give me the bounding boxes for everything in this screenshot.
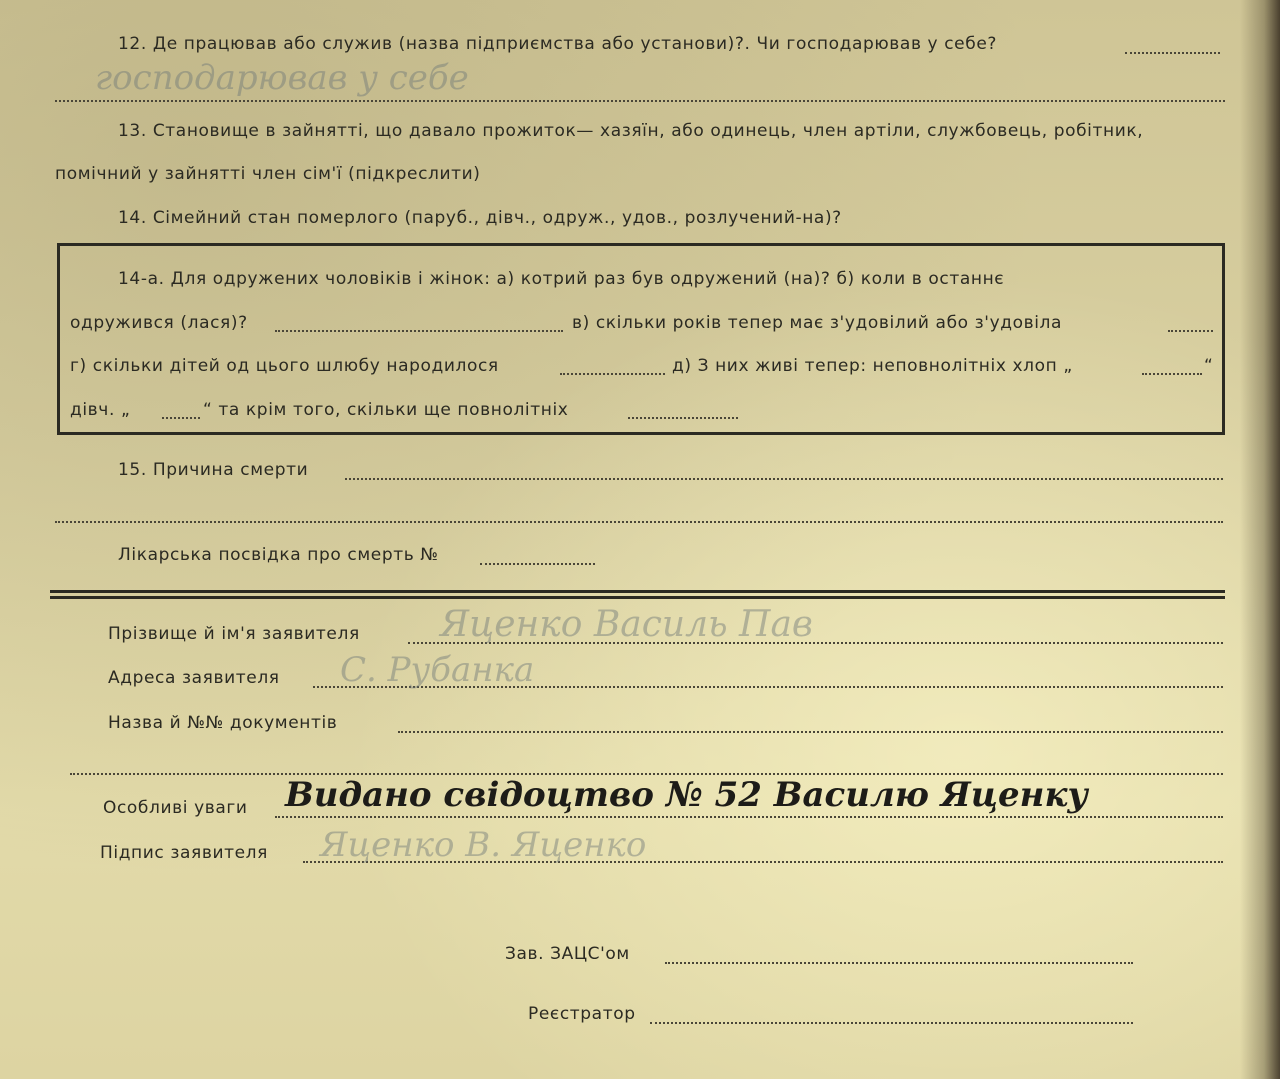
applicant-name-handwriting: Яценко Василь Пав [440,604,813,645]
q12-answer-handwriting: господарював у себе [95,58,469,98]
medical-certificate-line [480,563,595,565]
double-rule-bottom [50,596,1225,599]
q14a-line1: 14-а. Для одружених чоловіків і жінок: а) котрий раз був одружений (на)? б) коли в останнє [118,269,1005,289]
remarks-label: Особливі уваги [103,798,248,818]
medical-certificate-text: Лікарська посвідка про смерть № [118,545,439,565]
q14a-line3a: г) скільки дітей од цього шлюбу народилося [70,356,499,376]
signature-handwriting: Яценко В. Яценко [320,825,647,865]
q15-text: 15. Причина смерти [118,460,309,480]
q14a-line2-blank2 [1168,330,1213,332]
q12-answer-line [55,100,1225,102]
q14a-line4b: “ та крім того, скільки ще повнолітніх [203,400,569,420]
q14a-line4-blank1 [162,417,200,419]
applicant-address-label: Адреса заявителя [108,668,280,688]
q15-line1 [345,478,1223,480]
q14a-line3-blank2 [1142,373,1202,375]
q14a-line3b: д) З них живі тепер: неповнолітніх хлоп „ [672,356,1073,376]
q14a-line3c: “ [1204,356,1214,376]
applicant-address-handwriting: С. Рубанка [340,650,535,690]
documents-line1 [398,731,1223,733]
q13-text-line1: 13. Становище в зайнятті, що давало прожиток— хазяїн, або одинець, член артіли, службовець, робітник, [118,121,1144,141]
q12-text: 12. Де працював або служив (назва підприємства або установи)?. Чи господарював у себе? [118,34,997,54]
q13-text-line2: помічний у зайнятті член сім'ї (підкреслити) [55,164,481,184]
q14a-line2a: одружився (лася)? [70,313,248,333]
remarks-line [275,816,1223,818]
head-line [665,962,1133,964]
q14a-line4-blank2 [628,417,738,419]
registrar-label: Реєстратор [528,1004,636,1024]
documents-label: Назва й №№ документів [108,713,338,733]
q14-text: 14. Сімейний стан померлого (паруб., дівч., одруж., удов., розлучений-на)? [118,208,842,228]
remarks-handwriting: Видано свідоцтво № 52 Василю Яценку [285,775,1088,815]
q14a-line2-blank1 [275,330,563,332]
applicant-name-label: Прізвище й ім'я заявителя [108,624,360,644]
head-label: Зав. ЗАЦС'ом [505,944,630,964]
q14a-line4a: дівч. „ [70,400,131,420]
page-binding-shadow [1240,0,1280,1079]
q12-line-end [1125,52,1220,54]
q15-line2 [55,521,1223,523]
signature-label: Підпис заявителя [100,843,268,863]
q14a-line3-blank1 [560,373,665,375]
double-rule-top [50,590,1225,593]
q14a-line2b: в) скільки років тепер має з'удовілий або з'удовіла [572,313,1063,333]
registrar-line [650,1022,1133,1024]
